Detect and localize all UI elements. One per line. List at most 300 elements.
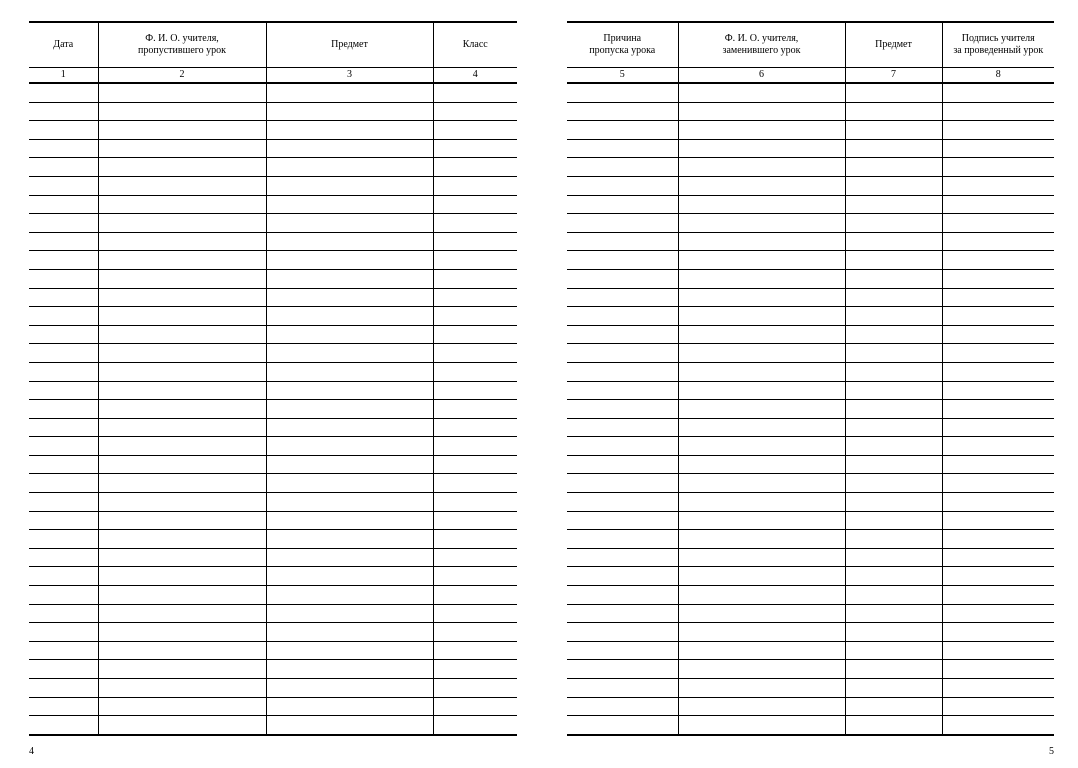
table-cell[interactable]	[98, 83, 266, 102]
table-cell[interactable]	[433, 400, 517, 419]
table-row	[567, 660, 1054, 679]
table-cell[interactable]	[942, 548, 1054, 567]
table-cell[interactable]	[98, 158, 266, 177]
table-cell[interactable]	[845, 344, 942, 363]
table-cell[interactable]	[567, 381, 678, 400]
table-cell[interactable]	[98, 697, 266, 716]
table-cell[interactable]	[98, 288, 266, 307]
table-cell[interactable]	[567, 83, 678, 102]
table-cell[interactable]	[678, 269, 845, 288]
table-cell[interactable]	[567, 102, 678, 121]
table-cell[interactable]	[942, 716, 1054, 735]
table-cell[interactable]	[433, 214, 517, 233]
table-cell[interactable]	[98, 400, 266, 419]
table-cell[interactable]	[942, 102, 1054, 121]
table-cell[interactable]	[942, 344, 1054, 363]
table-cell[interactable]	[266, 232, 433, 251]
table-cell[interactable]	[266, 269, 433, 288]
table-cell[interactable]	[567, 679, 678, 698]
table-cell[interactable]	[29, 307, 98, 326]
table-cell[interactable]	[845, 418, 942, 437]
table-cell[interactable]	[266, 641, 433, 660]
table-cell[interactable]	[29, 437, 98, 456]
table-cell[interactable]	[433, 586, 517, 605]
table-cell[interactable]	[98, 511, 266, 530]
table-cell[interactable]	[678, 623, 845, 642]
table-cell[interactable]	[567, 307, 678, 326]
table-cell[interactable]	[942, 381, 1054, 400]
table-cell[interactable]	[678, 251, 845, 270]
table-cell[interactable]	[266, 362, 433, 381]
table-cell[interactable]	[567, 567, 678, 586]
table-cell[interactable]	[678, 307, 845, 326]
table-cell[interactable]	[29, 269, 98, 288]
table-cell[interactable]	[266, 567, 433, 586]
table-cell[interactable]	[942, 307, 1054, 326]
table-cell[interactable]	[98, 623, 266, 642]
table-row	[567, 474, 1054, 493]
table-cell[interactable]	[29, 362, 98, 381]
table-row	[567, 418, 1054, 437]
table-cell[interactable]	[433, 697, 517, 716]
table-cell[interactable]	[567, 176, 678, 195]
table-cell[interactable]	[845, 679, 942, 698]
table-cell[interactable]	[845, 195, 942, 214]
table-cell[interactable]	[845, 307, 942, 326]
table-cell[interactable]	[845, 716, 942, 735]
column-number: 3	[266, 68, 433, 84]
table-cell[interactable]	[845, 232, 942, 251]
table-cell[interactable]	[942, 586, 1054, 605]
table-cell[interactable]	[678, 176, 845, 195]
table-cell[interactable]	[266, 195, 433, 214]
table-cell[interactable]	[98, 195, 266, 214]
table-cell[interactable]	[266, 455, 433, 474]
table-cell[interactable]	[433, 679, 517, 698]
table-cell[interactable]	[98, 418, 266, 437]
table-cell[interactable]	[845, 493, 942, 512]
table-cell[interactable]	[567, 623, 678, 642]
table-row	[29, 511, 517, 530]
table-cell[interactable]	[98, 641, 266, 660]
table-cell[interactable]	[29, 623, 98, 642]
table-cell[interactable]	[567, 641, 678, 660]
table-cell[interactable]	[845, 437, 942, 456]
table-cell[interactable]	[29, 530, 98, 549]
table-cell[interactable]	[29, 102, 98, 121]
table-cell[interactable]	[433, 176, 517, 195]
table-cell[interactable]	[266, 511, 433, 530]
table-cell[interactable]	[942, 83, 1054, 102]
table-cell[interactable]	[942, 530, 1054, 549]
table-cell[interactable]	[433, 567, 517, 586]
table-cell[interactable]	[433, 455, 517, 474]
column-number: 6	[678, 68, 845, 84]
table-cell[interactable]	[433, 623, 517, 642]
table-cell[interactable]	[433, 325, 517, 344]
table-cell[interactable]	[567, 418, 678, 437]
table-cell[interactable]	[266, 716, 433, 735]
table-cell[interactable]	[567, 158, 678, 177]
table-cell[interactable]	[266, 474, 433, 493]
table-cell[interactable]	[98, 381, 266, 400]
table-cell[interactable]	[266, 679, 433, 698]
table-cell[interactable]	[567, 697, 678, 716]
table-cell[interactable]	[29, 195, 98, 214]
table-cell[interactable]	[942, 232, 1054, 251]
table-cell[interactable]	[98, 455, 266, 474]
table-row	[29, 604, 517, 623]
table-cell[interactable]	[433, 381, 517, 400]
table-cell[interactable]	[845, 400, 942, 419]
table-cell[interactable]	[678, 288, 845, 307]
table-cell[interactable]	[567, 530, 678, 549]
table-cell[interactable]	[678, 381, 845, 400]
table-cell[interactable]	[942, 604, 1054, 623]
table-cell[interactable]	[678, 102, 845, 121]
table-cell[interactable]	[845, 474, 942, 493]
table-cell[interactable]	[29, 511, 98, 530]
table-cell[interactable]	[433, 195, 517, 214]
table-cell[interactable]	[29, 251, 98, 270]
table-cell[interactable]	[942, 511, 1054, 530]
table-cell[interactable]	[433, 232, 517, 251]
table-cell[interactable]	[433, 493, 517, 512]
table-cell[interactable]	[678, 195, 845, 214]
table-cell[interactable]	[29, 567, 98, 586]
table-cell[interactable]	[678, 232, 845, 251]
table-cell[interactable]	[567, 604, 678, 623]
table-cell[interactable]	[942, 455, 1054, 474]
table-cell[interactable]	[567, 121, 678, 140]
table-row	[29, 307, 517, 326]
table-cell[interactable]	[98, 344, 266, 363]
table-row	[29, 548, 517, 567]
table-cell[interactable]	[942, 567, 1054, 586]
table-cell[interactable]	[567, 437, 678, 456]
table-cell[interactable]	[98, 716, 266, 735]
table-cell[interactable]	[845, 83, 942, 102]
table-cell[interactable]	[433, 269, 517, 288]
table-cell[interactable]	[942, 195, 1054, 214]
table-cell[interactable]	[678, 493, 845, 512]
lesson-substitution-table	[567, 21, 1054, 736]
table-cell[interactable]	[942, 214, 1054, 233]
table-cell[interactable]	[678, 400, 845, 419]
table-cell[interactable]	[678, 437, 845, 456]
table-cell[interactable]	[567, 511, 678, 530]
table-cell[interactable]	[29, 400, 98, 419]
table-cell[interactable]	[98, 604, 266, 623]
table-cell[interactable]	[845, 641, 942, 660]
table-cell[interactable]	[29, 418, 98, 437]
table-cell[interactable]	[29, 641, 98, 660]
table-cell[interactable]	[433, 641, 517, 660]
table-cell[interactable]	[845, 381, 942, 400]
table-cell[interactable]	[29, 344, 98, 363]
column-number: 4	[433, 68, 517, 84]
table-cell[interactable]	[567, 474, 678, 493]
table-cell[interactable]	[266, 586, 433, 605]
table-cell[interactable]	[845, 623, 942, 642]
table-cell[interactable]	[433, 288, 517, 307]
table-cell[interactable]	[942, 437, 1054, 456]
table-cell[interactable]	[942, 679, 1054, 698]
table-cell[interactable]	[266, 418, 433, 437]
table-cell[interactable]	[678, 716, 845, 735]
table-cell[interactable]	[567, 214, 678, 233]
table-cell[interactable]	[433, 660, 517, 679]
table-row	[29, 418, 517, 437]
table-cell[interactable]	[266, 344, 433, 363]
table-row	[567, 214, 1054, 233]
table-cell[interactable]	[845, 158, 942, 177]
table-cell[interactable]	[845, 586, 942, 605]
table-cell[interactable]	[266, 437, 433, 456]
table-cell[interactable]	[29, 232, 98, 251]
table-cell[interactable]	[433, 362, 517, 381]
table-cell[interactable]	[678, 158, 845, 177]
table-cell[interactable]	[98, 679, 266, 698]
table-cell[interactable]	[29, 697, 98, 716]
table-cell[interactable]	[266, 697, 433, 716]
table-cell[interactable]	[678, 567, 845, 586]
table-cell[interactable]	[266, 307, 433, 326]
table-cell[interactable]	[567, 716, 678, 735]
table-cell[interactable]	[567, 586, 678, 605]
table-cell[interactable]	[845, 455, 942, 474]
table-cell[interactable]	[678, 362, 845, 381]
table-cell[interactable]	[29, 586, 98, 605]
table-cell[interactable]	[98, 362, 266, 381]
table-cell[interactable]	[29, 660, 98, 679]
table-cell[interactable]	[942, 641, 1054, 660]
table-cell[interactable]	[29, 381, 98, 400]
table-cell[interactable]	[98, 139, 266, 158]
table-cell[interactable]	[678, 418, 845, 437]
table-cell[interactable]	[567, 195, 678, 214]
table-cell[interactable]	[29, 679, 98, 698]
table-cell[interactable]	[678, 121, 845, 140]
table-cell[interactable]	[678, 511, 845, 530]
table-cell[interactable]	[29, 493, 98, 512]
table-cell[interactable]	[845, 604, 942, 623]
table-cell[interactable]	[98, 307, 266, 326]
table-cell[interactable]	[266, 381, 433, 400]
table-cell[interactable]	[845, 697, 942, 716]
table-cell[interactable]	[266, 493, 433, 512]
table-row	[567, 641, 1054, 660]
table-cell[interactable]	[266, 121, 433, 140]
table-cell[interactable]	[845, 176, 942, 195]
table-cell[interactable]	[567, 660, 678, 679]
table-cell[interactable]	[678, 641, 845, 660]
table-cell[interactable]	[567, 344, 678, 363]
table-cell[interactable]	[942, 362, 1054, 381]
table-cell[interactable]	[942, 418, 1054, 437]
table-cell[interactable]	[29, 83, 98, 102]
table-cell[interactable]	[98, 586, 266, 605]
table-cell[interactable]	[433, 344, 517, 363]
table-cell[interactable]	[266, 548, 433, 567]
table-cell[interactable]	[942, 139, 1054, 158]
table-cell[interactable]	[567, 232, 678, 251]
table-cell[interactable]	[433, 511, 517, 530]
table-cell[interactable]	[266, 102, 433, 121]
table-cell[interactable]	[98, 437, 266, 456]
table-cell[interactable]	[845, 530, 942, 549]
table-cell[interactable]	[567, 455, 678, 474]
table-cell[interactable]	[678, 679, 845, 698]
table-cell[interactable]	[567, 288, 678, 307]
table-cell[interactable]	[678, 530, 845, 549]
table-cell[interactable]	[433, 474, 517, 493]
table-cell[interactable]	[98, 325, 266, 344]
table-cell[interactable]	[433, 83, 517, 102]
table-cell[interactable]	[433, 102, 517, 121]
table-cell[interactable]	[433, 437, 517, 456]
table-cell[interactable]	[942, 176, 1054, 195]
table-cell[interactable]	[845, 567, 942, 586]
table-cell[interactable]	[567, 400, 678, 419]
table-cell[interactable]	[98, 214, 266, 233]
table-row	[567, 697, 1054, 716]
table-cell[interactable]	[433, 121, 517, 140]
table-cell[interactable]	[266, 288, 433, 307]
table-cell[interactable]	[266, 158, 433, 177]
table-cell[interactable]	[942, 325, 1054, 344]
table-cell[interactable]	[678, 139, 845, 158]
table-cell[interactable]	[678, 548, 845, 567]
table-cell[interactable]	[98, 660, 266, 679]
table-row	[567, 530, 1054, 549]
table-cell[interactable]	[266, 400, 433, 419]
table-cell[interactable]	[845, 511, 942, 530]
table-cell[interactable]	[98, 567, 266, 586]
table-cell[interactable]	[433, 530, 517, 549]
table-cell[interactable]	[29, 176, 98, 195]
table-cell[interactable]	[678, 586, 845, 605]
table-cell[interactable]	[433, 418, 517, 437]
table-cell[interactable]	[98, 530, 266, 549]
table-cell[interactable]	[678, 455, 845, 474]
table-cell[interactable]	[567, 325, 678, 344]
table-cell[interactable]	[433, 158, 517, 177]
table-cell[interactable]	[678, 474, 845, 493]
header-date: Дата	[29, 22, 98, 68]
table-cell[interactable]	[845, 102, 942, 121]
table-cell[interactable]	[942, 660, 1054, 679]
table-cell[interactable]	[567, 269, 678, 288]
table-cell[interactable]	[433, 139, 517, 158]
table-cell[interactable]	[942, 623, 1054, 642]
table-cell[interactable]	[942, 251, 1054, 270]
table-cell[interactable]	[845, 325, 942, 344]
table-cell[interactable]	[98, 269, 266, 288]
table-cell[interactable]	[433, 716, 517, 735]
table-cell[interactable]	[567, 362, 678, 381]
table-cell[interactable]	[567, 493, 678, 512]
table-cell[interactable]	[29, 158, 98, 177]
table-cell[interactable]	[845, 251, 942, 270]
table-cell[interactable]	[29, 455, 98, 474]
table-cell[interactable]	[29, 288, 98, 307]
table-cell[interactable]	[942, 121, 1054, 140]
table-cell[interactable]	[678, 344, 845, 363]
table-cell[interactable]	[29, 474, 98, 493]
table-cell[interactable]	[266, 139, 433, 158]
table-cell[interactable]	[845, 214, 942, 233]
table-cell[interactable]	[29, 139, 98, 158]
table-cell[interactable]	[266, 83, 433, 102]
table-cell[interactable]	[845, 269, 942, 288]
table-cell[interactable]	[433, 307, 517, 326]
table-cell[interactable]	[678, 83, 845, 102]
table-cell[interactable]	[845, 660, 942, 679]
table-cell[interactable]	[98, 176, 266, 195]
table-cell[interactable]	[942, 158, 1054, 177]
table-cell[interactable]	[845, 288, 942, 307]
table-cell[interactable]	[942, 288, 1054, 307]
table-cell[interactable]	[942, 400, 1054, 419]
table-cell[interactable]	[98, 474, 266, 493]
table-cell[interactable]	[678, 214, 845, 233]
table-cell[interactable]	[678, 325, 845, 344]
table-cell[interactable]	[433, 251, 517, 270]
table-row	[29, 232, 517, 251]
table-cell[interactable]	[678, 697, 845, 716]
table-cell[interactable]	[266, 214, 433, 233]
table-cell[interactable]	[266, 623, 433, 642]
table-cell[interactable]	[942, 697, 1054, 716]
table-cell[interactable]	[98, 548, 266, 567]
table-cell[interactable]	[433, 548, 517, 567]
table-cell[interactable]	[567, 139, 678, 158]
table-cell[interactable]	[29, 716, 98, 735]
table-cell[interactable]	[98, 251, 266, 270]
table-cell[interactable]	[266, 251, 433, 270]
table-cell[interactable]	[29, 214, 98, 233]
table-cell[interactable]	[266, 176, 433, 195]
table-cell[interactable]	[29, 325, 98, 344]
table-cell[interactable]	[266, 530, 433, 549]
table-cell[interactable]	[567, 548, 678, 567]
table-cell[interactable]	[266, 660, 433, 679]
table-cell[interactable]	[942, 474, 1054, 493]
table-cell[interactable]	[678, 660, 845, 679]
table-cell[interactable]	[29, 604, 98, 623]
table-cell[interactable]	[266, 604, 433, 623]
table-cell[interactable]	[845, 548, 942, 567]
table-cell[interactable]	[29, 121, 98, 140]
table-cell[interactable]	[98, 232, 266, 251]
table-cell[interactable]	[942, 493, 1054, 512]
table-cell[interactable]	[567, 251, 678, 270]
table-cell[interactable]	[266, 325, 433, 344]
table-row	[29, 660, 517, 679]
table-cell[interactable]	[433, 604, 517, 623]
table-cell[interactable]	[845, 362, 942, 381]
table-row	[29, 325, 517, 344]
table-cell[interactable]	[98, 493, 266, 512]
table-cell[interactable]	[942, 269, 1054, 288]
table-cell[interactable]	[29, 548, 98, 567]
table-cell[interactable]	[678, 604, 845, 623]
table-cell[interactable]	[98, 121, 266, 140]
table-cell[interactable]	[845, 121, 942, 140]
table-cell[interactable]	[98, 102, 266, 121]
table-cell[interactable]	[845, 139, 942, 158]
